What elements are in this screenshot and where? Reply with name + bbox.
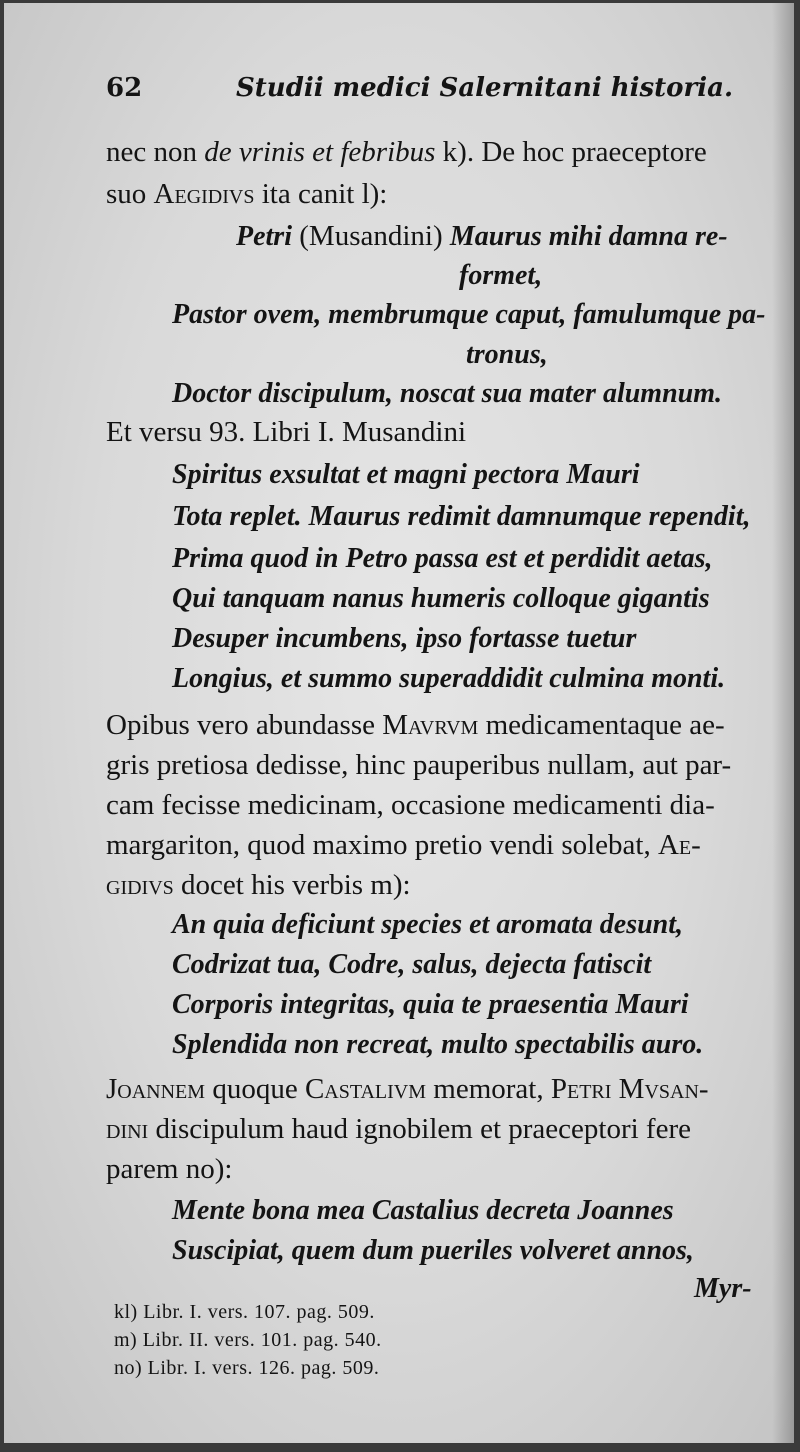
author-name: Joannem [106,1073,206,1105]
verse-line: Tota replet. Maurus redimit damnumque rependit, [172,501,751,532]
prose-line: parem no): [106,1153,233,1185]
verse-line: An quia deficiunt species et aromata desunt, [172,909,684,940]
verse-line: Desuper incumbens, ipso fortasse tuetur [172,623,637,654]
author-name: gidivs [106,869,174,901]
verse-line: Splendida non recreat, multo spectabilis auro. [172,1029,704,1060]
author-name: Ae- [657,829,701,861]
verse-line: Codrizat tua, Codre, salus, dejecta fatiscit [172,949,652,980]
verse-line: Pastor ovem, membrumque caput, famulumque pa- [172,299,766,330]
prose-line [106,871,411,900]
running-title: Studii medici Salernitani historia. [236,73,733,103]
verse-line: Corporis integritas, quia te praesentia Mauri [172,989,689,1020]
book-page [4,3,794,1443]
verse-line: Doctor discipulum, noscat sua mater alumnum. [172,378,722,409]
italic-title: de vrinis et febribus [204,136,436,168]
page-edge-shadow [772,3,794,1443]
verse-line: formet, [459,260,543,291]
verse-line: Longius, et summo superaddidit culmina monti. [172,663,726,694]
footnote: m) Libr. II. vers. 101. pag. 540. [114,1329,382,1351]
text-span: memorat, [426,1073,551,1105]
text-span: margariton, quod maximo pretio vendi solebat, [106,829,658,861]
text-span: docet his verbis m): [173,869,411,901]
footnote: kl) Libr. I. vers. 107. pag. 509. [114,1301,375,1323]
prose-line [106,1115,691,1144]
verse-line [236,220,728,253]
prose-line: cam fecisse medicinam, occasione medicamenti dia- [106,789,715,821]
text-span: suo [106,178,154,210]
prose-line [106,831,701,860]
text-span: (Musandini) [292,220,450,252]
prose-line: Et versu 93. Libri I. Musandini [106,416,467,448]
author-name: Aegidivs [153,178,255,210]
verse-line: Prima quod in Petro passa est et perdidit aetas, [172,543,713,574]
text-span: Maurus mihi damna re- [449,221,728,252]
verse-line: Spiritus exsultat et magni pectora Mauri [172,459,640,490]
text-span: ita canit l): [254,178,388,210]
text-span: quoque [205,1073,305,1105]
verse-line: Mente bona mea Castalius decreta Joannes [172,1195,674,1226]
text-span: k). De hoc praeceptore [435,136,707,168]
author-name: Mavrvm [382,709,479,741]
prose-line [106,180,387,209]
prose-line [106,711,725,740]
text-span: discipulum haud ignobilem et praeceptori fere [148,1113,691,1145]
prose-line: gris pretiosa dedisse, hinc pauperibus nullam, aut par- [106,749,732,781]
footnote: no) Libr. I. vers. 126. pag. 509. [114,1357,380,1379]
author-name: dini [106,1113,149,1145]
author-name: Petri Mvsan- [550,1073,709,1105]
verse-line: Suscipiat, quem dum pueriles volveret annos, [172,1235,694,1266]
catchword: Myr- [694,1273,752,1304]
verse-line: tronus, [466,339,548,370]
text-span: medicamentaque ae- [478,709,725,741]
text-span: Petri [236,221,292,252]
page-number: 62 [106,73,143,103]
text-span: nec non [106,136,205,168]
verse-line: Qui tanquam nanus humeris colloque gigantis [172,583,710,614]
prose-line [106,138,707,167]
text-span: Opibus vero abundasse [106,709,383,741]
author-name: Castalivm [304,1073,427,1105]
prose-line [106,1075,709,1104]
